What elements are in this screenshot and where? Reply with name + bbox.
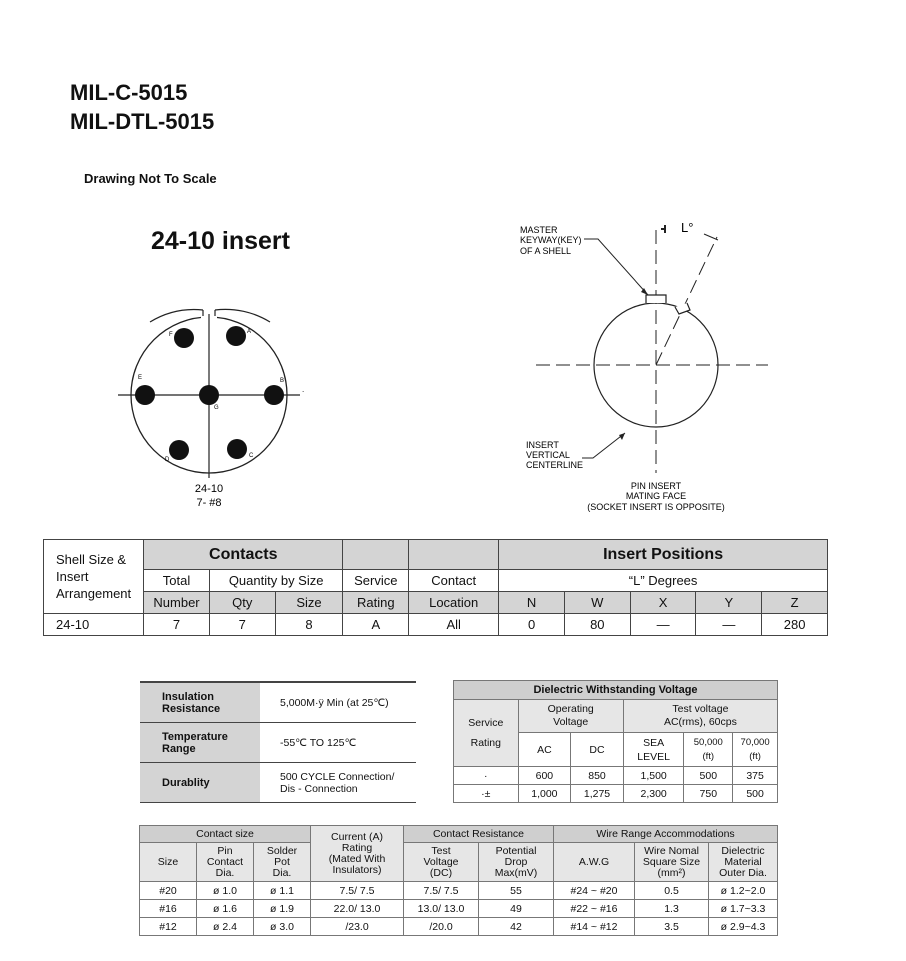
wire-range-table: Contact size Current (A) Rating (Mated With Insulators) Contact Resistance Wire Range Accommodations Size Pin Contact Dia. Solder Pot Dia. Test Voltage (DC) Potential Drop Max(mV) A.W.G Wire Nomal Square Size (mm²) Dielectric Material Outer Dia. #20 ø 1.0 ø 1.1 7.5/ 7.5 7.5/ 7.5 55 #24 ~ #20 0.5 ø 1.2~2.0 #16 ø 1.6 ø 1.9 22.0/ 13.0 13.0/ 13.0 49 #22 ~ #16 1.3 ø 1.7~3.3 #12 ø 2.4 ø 3.0 /23.0 /20.0 42 #14 ~ #12 3.5 ø 2.9~4.3	[139, 825, 778, 936]
shell-size-header: Shell Size & Insert Arrangement	[44, 540, 144, 614]
table-row: · 600 850 1,500 500 375	[454, 767, 778, 785]
pin-insert-label-1: PIN INSERT	[630, 481, 682, 491]
insert-vertical-label-1: INSERT	[526, 440, 559, 450]
l-angle-label: L°	[681, 220, 694, 235]
insert-arrangement-drawing	[110, 300, 340, 515]
dielectric-caption: Dielectric Withstanding Voltage	[454, 681, 778, 700]
pin-E	[135, 385, 155, 405]
pin-label-D: D	[165, 457, 170, 463]
size-header: Size	[275, 592, 343, 614]
total-header: Total	[144, 570, 210, 592]
keyway-arc-left	[150, 310, 203, 322]
position-W-header: W	[564, 592, 630, 614]
pin-label-G: G	[214, 405, 219, 411]
table-row: ·± 1,000 1,275 2,300 750 500	[454, 785, 778, 803]
contact-header: Contact	[409, 570, 499, 592]
rating-header: Rating	[343, 592, 409, 614]
insert-positions-header: Insert Positions	[499, 540, 828, 570]
table-row: Durablity 500 CYCLE Connection/ Dis - Connection	[140, 763, 416, 803]
pin-G	[199, 385, 219, 405]
pin-label-B: B	[280, 378, 285, 384]
table-row: 24-10 7 7 8 A All 0 80 — — 280	[44, 614, 828, 636]
table-row: #20 ø 1.0 ø 1.1 7.5/ 7.5 7.5/ 7.5 55 #24 ~ #20 0.5 ø 1.2~2.0	[140, 882, 778, 900]
position-Y-header: Y	[696, 592, 762, 614]
dielectric-table: Dielectric Withstanding Voltage Service Rating Operating Voltage Test voltage AC(rms), 60cps AC DC SEA LEVEL 50,000 (ft) 70,000 (ft) · 600 850 1,500 500 375 ·± 1,000 1,275 2,300 750 500	[453, 680, 778, 803]
pin-label-A: A	[247, 329, 252, 335]
pin-F	[174, 328, 194, 348]
qty-by-size-header: Quantity by Size	[209, 570, 343, 592]
table-row: #16 ø 1.6 ø 1.9 22.0/ 13.0 13.0/ 13.0 49 #22 ~ #16 1.3 ø 1.7~3.3	[140, 900, 778, 918]
pin-D	[169, 440, 189, 460]
master-keyway	[646, 295, 666, 303]
master-keyway-label-3: OF A SHELL	[520, 246, 572, 256]
l-degrees-header: “L” Degrees	[499, 570, 828, 592]
qty-header: Qty	[209, 592, 275, 614]
pin-A	[226, 326, 246, 346]
insert-caption-count: 7- #8	[196, 497, 222, 509]
properties-table	[140, 681, 416, 803]
insert-orientation-drawing	[515, 215, 775, 520]
pin-insert-label-3: (SOCKET INSERT IS OPPOSITE)	[587, 502, 725, 512]
insert-title: 24-10 insert	[151, 227, 290, 255]
position-X-header: X	[630, 592, 696, 614]
service-header: Service	[343, 570, 409, 592]
table-row: Temperature Range -55℃ TO 125℃	[140, 723, 416, 763]
centerline-leader	[582, 433, 625, 458]
position-N-header: N	[499, 592, 565, 614]
master-keyway-label-1: MASTER	[520, 225, 558, 235]
number-header: Number	[144, 592, 210, 614]
table-row: Insulation Resistance 5,000M·ÿ Min (at 25℃)	[140, 682, 416, 723]
pin-label-E: E	[138, 375, 143, 381]
pin-label-F: F	[169, 332, 173, 338]
location-header: Location	[409, 592, 499, 614]
keyway-arc-right	[215, 309, 270, 322]
insert-vertical-label-3: CENTERLINE	[526, 460, 584, 470]
table-row: #12 ø 2.4 ø 3.0 /23.0 /20.0 42 #14 ~ #12 3.5 ø 2.9~4.3	[140, 918, 778, 936]
insert-caption-size: 24-10	[194, 483, 224, 495]
pin-label-C: C	[249, 453, 254, 459]
spec-title-1: MIL-C-5015	[70, 80, 188, 105]
insert-vertical-label-2: VERTICAL	[526, 450, 570, 460]
pin-C	[227, 439, 247, 459]
drawing-note: Drawing Not To Scale	[84, 171, 217, 186]
pin-B	[264, 385, 284, 405]
stray-mark: .	[302, 385, 305, 394]
contacts-table	[43, 539, 828, 636]
master-keyway-label-2: KEYWAY(KEY)	[520, 235, 582, 245]
spec-title-2: MIL-DTL-5015	[70, 109, 215, 134]
contacts-header: Contacts	[144, 540, 343, 570]
position-Z-header: Z	[762, 592, 828, 614]
pin-insert-label-2: MATING FACE	[625, 491, 687, 501]
keyway-leader	[584, 239, 648, 295]
